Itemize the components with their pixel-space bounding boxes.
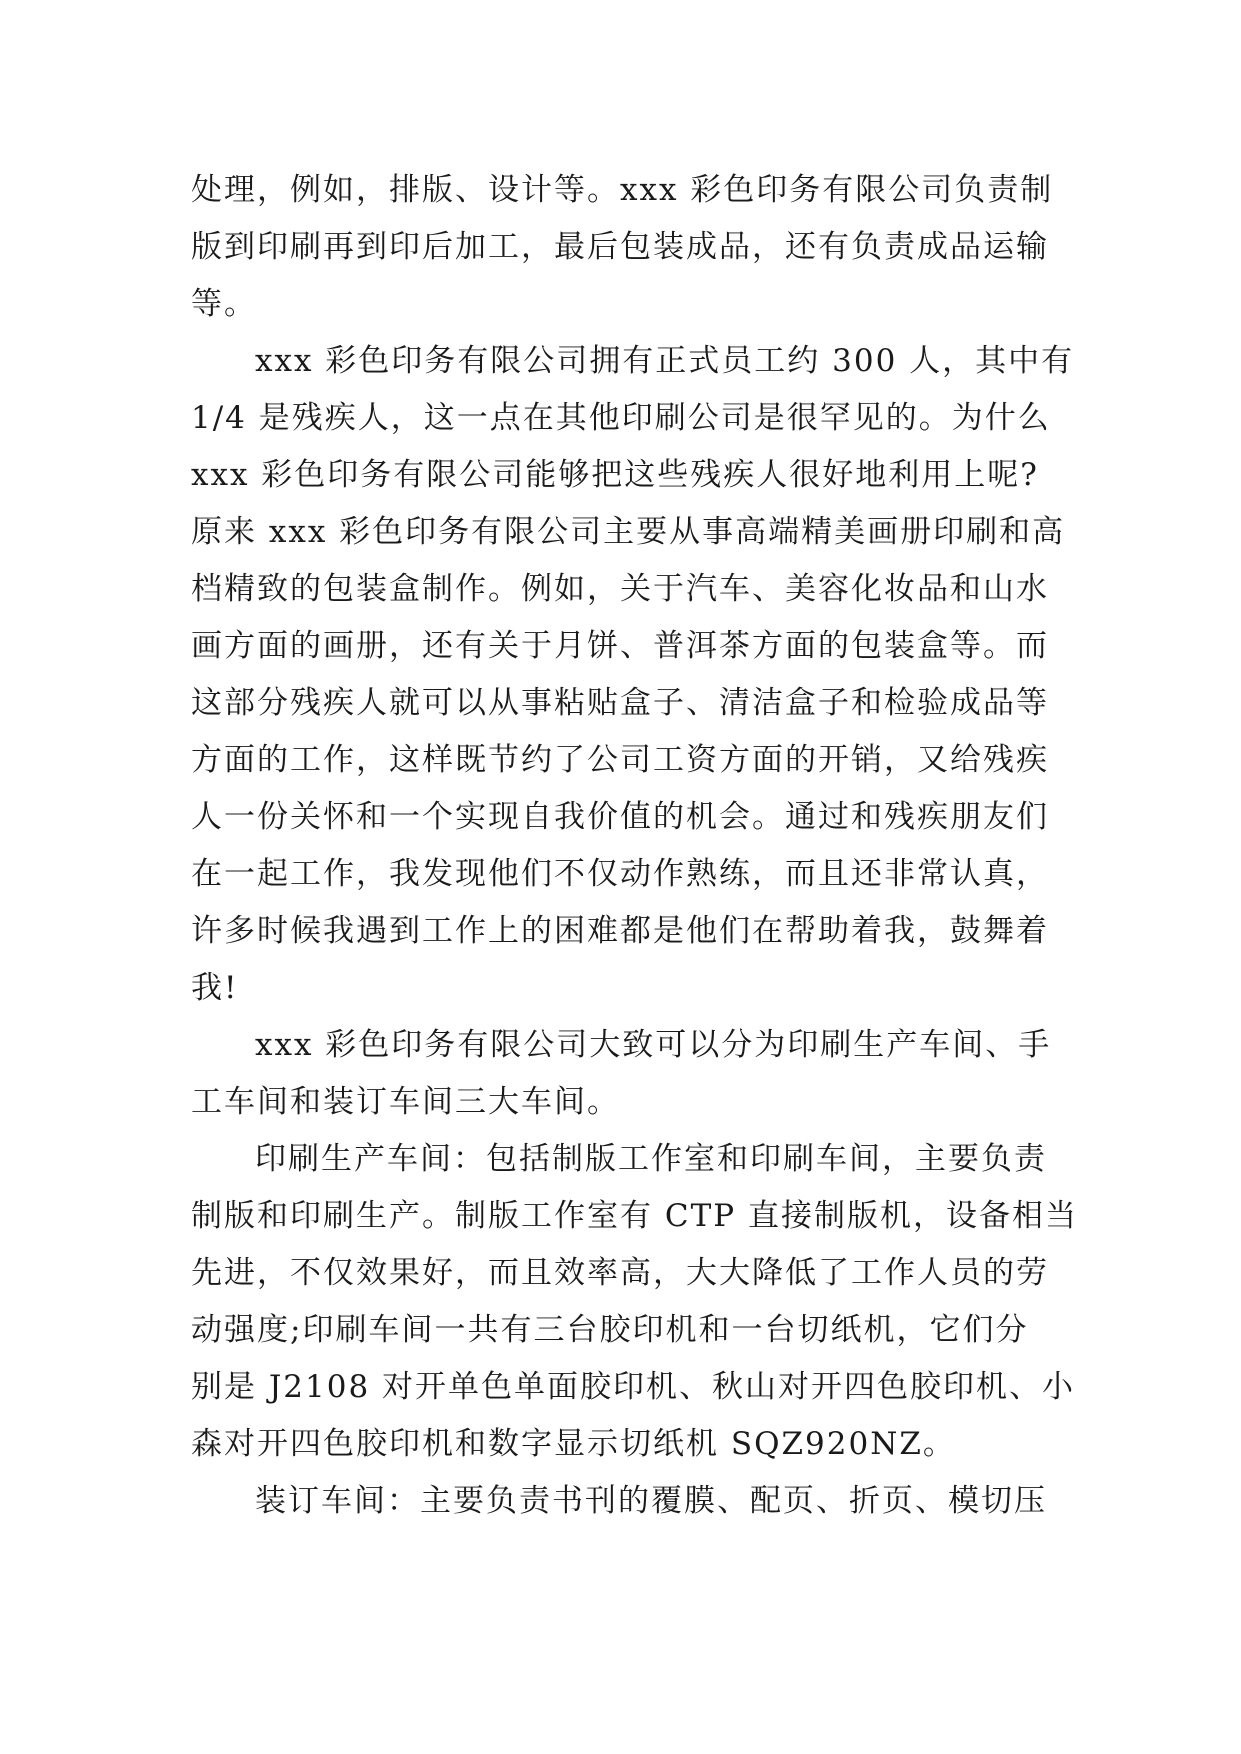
text-line: 画方面的画册，还有关于月饼、普洱茶方面的包装盒等。而 (191, 628, 1049, 664)
paragraph (191, 162, 1071, 333)
text-line: 人一份关怀和一个实现自我价值的机会。通过和残疾朋友们 (191, 799, 1049, 835)
text-line: 先进，不仅效果好，而且效率高，大大降低了工作人员的劳 (191, 1255, 1049, 1291)
text-line: 印刷生产车间：包括制版工作室和印刷车间，主要负责 (255, 1141, 1047, 1177)
text-line: 制版和印刷生产。制版工作室有 CTP 直接制版机，设备相当 (191, 1198, 1078, 1234)
text-line: 版到印刷再到印后加工，最后包装成品，还有负责成品运输 (191, 229, 1049, 265)
paragraph (191, 1131, 1078, 1473)
text-line: 动强度;印刷车间一共有三台胶印机和一台切纸机，它们分 (191, 1312, 1029, 1348)
text-line: xxx 彩色印务有限公司能够把这些残疾人很好地利用上呢? (191, 457, 1039, 493)
text-line: 处理，例如，排版、设计等。xxx 彩色印务有限公司负责制 (191, 172, 1054, 208)
paragraph (191, 1473, 1071, 1530)
paragraph (191, 333, 1075, 1017)
document-body (191, 162, 1078, 1530)
text-line: xxx 彩色印务有限公司大致可以分为印刷生产车间、手 (255, 1027, 1052, 1063)
text-line: 档精致的包装盒制作。例如，关于汽车、美容化妆品和山水 (191, 571, 1049, 607)
text-line: 在一起工作，我发现他们不仅动作熟练，而且还非常认真， (191, 856, 1049, 892)
text-line: 等。 (191, 286, 257, 322)
text-line: 许多时候我遇到工作上的困难都是他们在帮助着我，鼓舞着 (191, 913, 1049, 949)
text-line: 森对开四色胶印机和数字显示切纸机 SQZ920NZ。 (191, 1426, 956, 1462)
text-line: 1/4 是残疾人，这一点在其他印刷公司是很罕见的。为什么 (191, 400, 1051, 436)
text-line: 装订车间：主要负责书刊的覆膜、配页、折页、模切压 (255, 1483, 1047, 1519)
text-line: 工车间和装订车间三大车间。 (191, 1084, 620, 1120)
text-line: 别是 J2108 对开单色单面胶印机、秋山对开四色胶印机、小 (191, 1369, 1076, 1405)
text-line: 这部分残疾人就可以从事粘贴盒子、清洁盒子和检验成品等 (191, 685, 1049, 721)
paragraph (191, 1017, 1071, 1131)
text-line: 我! (191, 970, 239, 1006)
text-line: 方面的工作，这样既节约了公司工资方面的开销，又给残疾 (191, 742, 1049, 778)
text-line: 原来 xxx 彩色印务有限公司主要从事高端精美画册印刷和高 (191, 514, 1066, 550)
text-line: xxx 彩色印务有限公司拥有正式员工约 300 人，其中有 (255, 343, 1075, 379)
